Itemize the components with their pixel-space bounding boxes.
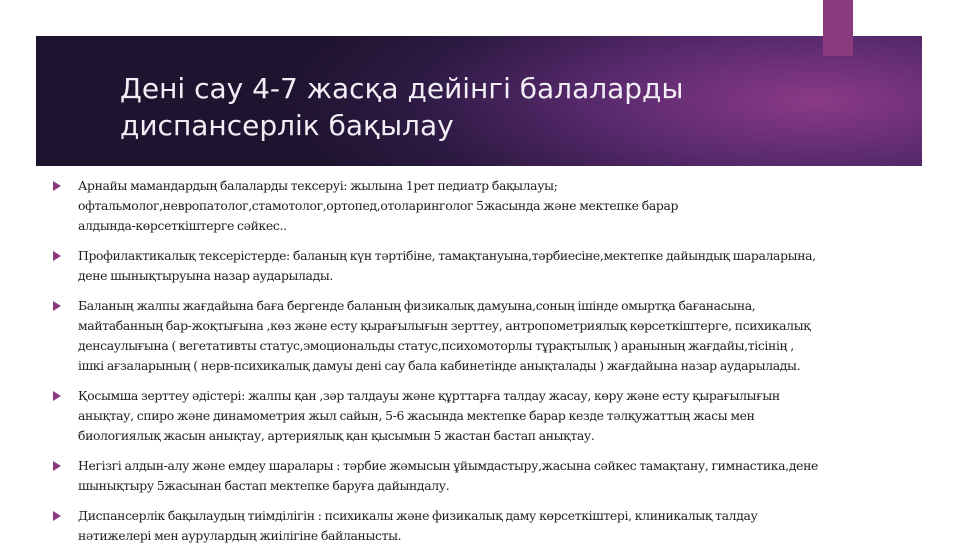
bullet-item (48, 296, 898, 376)
triangle-bullet-icon (53, 181, 61, 191)
bullet-line: анықтау, спиро және динамометрия жыл сайын, 5-6 жасында мектепке барар кезде тәлқужаттың жасы мен (78, 408, 755, 423)
bullet-line: ішкі ағзаларының ( нерв-психикалық дамуы дені сау бала кабинетінде анықталады ) жағдайына назар аударылады. (78, 358, 801, 373)
bullet-line: шынықтыру 5жасынан бастап мектепке баруға дайындалу. (78, 478, 450, 493)
bullet-line: Баланың жалпы жағдайына баға бергенде баланың физикалық дамуына,соның ішінде омыртқа бағанасына, (78, 298, 756, 313)
bullet-line: майтабанның бар-жоқтығына ,көз және есту қырағылығын зерттеу, антропометриялық көрсеткіштерге, психикалық (78, 318, 811, 333)
bullet-item (48, 456, 898, 496)
title-line: Дені сау 4-7 жасқа дейінгі балаларды (120, 72, 684, 105)
title-line: диспансерлік бақылау (120, 109, 454, 142)
bullet-item (48, 176, 898, 236)
triangle-bullet-icon (53, 461, 61, 471)
bullet-line: нәтижелері мен аурулардың жиілігіне байланысты. (78, 528, 402, 543)
bullet-line: Профилактикалық тексерістерде: баланың күн тәртібіне, тамақтануына,тәрбиесіне,мектепке дайындық шараларына, (78, 248, 816, 263)
bullet-line: Қосымша зерттеу әдістері: жалпы қан ,зәр талдауы және құрттарға талдау жасау, көру және есту қырағылығын (78, 388, 780, 403)
bullet-list (48, 176, 898, 556)
accent-bar (823, 0, 853, 56)
bullet-item (48, 386, 898, 446)
triangle-bullet-icon (53, 251, 61, 261)
bullet-line: алдында-көрсеткіштерге сәйкес.. (78, 218, 287, 233)
slide-title (120, 70, 800, 144)
triangle-bullet-icon (53, 391, 61, 401)
triangle-bullet-icon (53, 511, 61, 521)
bullet-line: денсаулығына ( вегетативты статус,эмоциональды статус,психомоторлы тұрақтылық ) аранының жағдайы,тісінің , (78, 338, 794, 353)
bullet-item (48, 246, 898, 286)
bullet-line: дене шынықтыруына назар аударылады. (78, 268, 333, 283)
bullet-line: Негізгі алдын-алу және емдеу шаралары : тәрбие жәмысын ұйымдастыру,жасына сәйкес тамақтану, гимнастика,дене (78, 458, 818, 473)
bullet-line: Диспансерлік бақылаудың тиімділігін : психикалы және физикалық даму көрсеткіштері, клиникалық талдау (78, 508, 758, 523)
triangle-bullet-icon (53, 301, 61, 311)
bullet-item (48, 506, 898, 546)
bullet-line: офтальмолог,невропатолог,стамотолог,ортопед,отоларинголог 5жасында және мектепке барар (78, 198, 679, 213)
bullet-line: биологиялық жасын анықтау, артериялық қан қысымын 5 жастан бастап анықтау. (78, 428, 595, 443)
bullet-line: Арнайы мамандардың балаларды тексеруі: жылына 1рет педиатр бақылауы; (78, 178, 558, 193)
